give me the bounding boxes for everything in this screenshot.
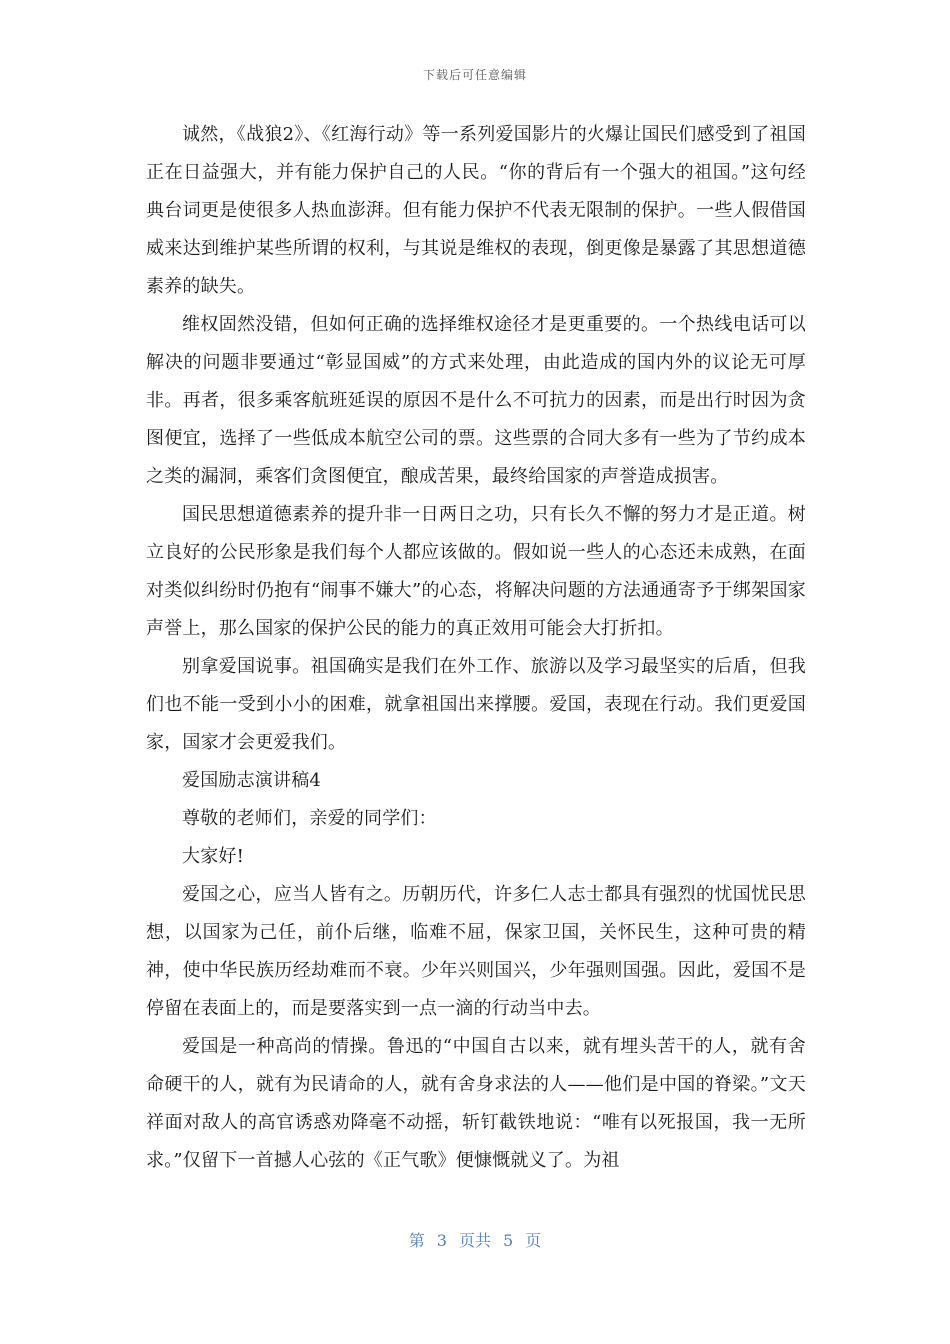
footer-total-pages: 5 [503, 1231, 514, 1250]
paragraph-2: 维权固然没错，但如何正确的选择维权途径才是更重要的。一个热线电话可以解决的问题非要通过“彰显国威”的方式来处理，由此造成的国内外的议论无可厚非。再者，很多乘客航班延误的原因不是什么不可抗力的因素，而是出行时因为贪图便宜，选择了一些低成本航空公司的票。这些票的合同大多有一些为了节约成本之类的漏洞，乘客们贪图便宜，酿成苦果，最终给国家的声誉造成损害。 [146, 314, 806, 487]
page-header-note: 下载后可任意编辑 [422, 68, 527, 82]
section-title: 爱国励志演讲稿4 [182, 770, 322, 791]
paragraph-6: 爱国是一种高尚的情操。鲁迅的“中国自古以来，就有埋头苦干的人，就有舍命硬干的人，就有为民请命的人，就有舍身求法的人——他们是中国的脊梁。”文天祥面对敌人的高官诱惑劝降毫不动摇，斩钉截铁地说：“唯有以死报国，我一无所求。”仅留下一首撼人心弦的《正气歌》便慷慨就义了。为祖 [146, 1036, 806, 1171]
paragraph-3: 国民思想道德素养的提升非一日两日之功，只有长久不懈的努力才是正道。树立良好的公民形象是我们每个人都应该做的。假如说一些人的心态还未成熟，在面对类似纠纷时仍抱有“闹事不嫌大”的心态，将解决问题的方法通通寄予于绑架国家声誉上，那么国家的保护公民的能力的真正效用可能会大打折扣。 [146, 504, 806, 639]
document-body [146, 116, 806, 1180]
footer-middle: 页共 [458, 1231, 491, 1250]
paragraph-1: 诚然，《战狼2》、《红海行动》等一系列爱国影片的火爆让国民们感受到了祖国正在日益强大，并有能力保护自己的人民。“你的背后有一个强大的祖国。”这句经典台词更是使很多人热血澎湃。但有能力保护不代表无限制的保护。一些人假借国威来达到维护某些所谓的权利，与其说是维权的表现，倒更像是暴露了其思想道德素养的缺失。 [146, 124, 806, 297]
salutation: 尊敬的老师们，亲爱的同学们： [182, 808, 437, 829]
paragraph-4: 别拿爱国说事。祖国确实是我们在外工作、旅游以及学习最坚实的后盾，但我们也不能一受到小小的困难，就拿祖国出来撑腰。爱国，表现在行动。我们更爱国家，国家才会更爱我们。 [146, 656, 806, 753]
paragraph-5: 爱国之心，应当人皆有之。历朝历代，许多仁人志士都具有强烈的忧国忧民思想，以国家为己任，前仆后继，临难不屈，保家卫国，关怀民生，这种可贵的精神，使中华民族历经劫难而不衰。少年兴则国兴，少年强则国强。因此，爱国不是停留在表面上的，而是要落实到一点一滴的行动当中去。 [146, 884, 806, 1019]
footer-current-page: 3 [436, 1231, 447, 1250]
greeting: 大家好! [182, 846, 245, 867]
page-number-footer [0, 1228, 950, 1251]
footer-prefix: 第 [408, 1231, 425, 1250]
footer-suffix: 页 [525, 1231, 542, 1250]
